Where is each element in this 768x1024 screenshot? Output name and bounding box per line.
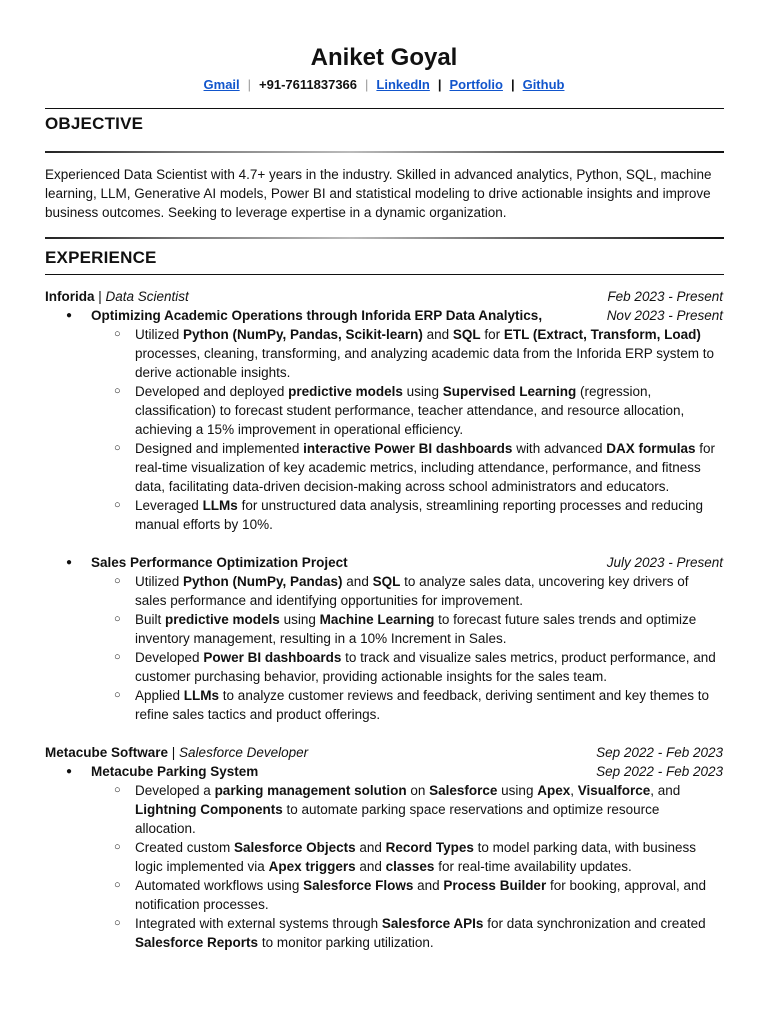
bullet-item: ○ Leveraged LLMs for unstructured data analysis, streamlining reporting processes and reducing manual efforts by 10%. bbox=[135, 496, 723, 534]
gmail-link[interactable]: Gmail bbox=[203, 77, 240, 92]
project-item bbox=[45, 306, 723, 325]
experience-section bbox=[45, 287, 723, 952]
separator: | bbox=[247, 77, 252, 92]
bullet-item: ○ Created custom Salesforce Objects and Record Types to model parking data, with business logic implemented via Apex triggers and classes for real-time availability updates. bbox=[135, 838, 723, 876]
bullet-item: ○ Developed a parking management solution on Salesforce using Apex, Visualforce, and Lightning Components to automate parking space reservations and optimize resource allocation. bbox=[135, 781, 723, 838]
separator: | bbox=[437, 77, 442, 92]
bullet-item: ○ Integrated with external systems through Salesforce APIs for data synchronization and created Salesforce Reports to monitor parking utilization. bbox=[135, 914, 723, 952]
separator: | bbox=[510, 77, 515, 92]
objective-text: Experienced Data Scientist with 4.7+ years in the industry. Skilled in advanced analytics, Python, SQL, machine learning, LLM, Generative AI models, Power BI and statistical modeling to drive actionable insights and improve business outcomes. Seeking to leverage expertise in a dynamic organization. bbox=[45, 167, 712, 220]
job-dates: Sep 2022 - Feb 2023 bbox=[596, 745, 723, 760]
separator: | bbox=[365, 77, 369, 92]
project-item bbox=[45, 553, 723, 572]
linkedin-link[interactable]: LinkedIn bbox=[376, 77, 430, 92]
project-title: ● Sales Performance Optimization Project bbox=[91, 555, 348, 570]
job-header: Inforida | Data Scientist Feb 2023 - Present bbox=[45, 289, 723, 304]
bullet-item: ○ Utilized Python (NumPy, Pandas) and SQL to analyze sales data, uncovering key drivers of sales performance and identifying opportunities for improvement. bbox=[135, 572, 723, 610]
project-item bbox=[45, 762, 723, 781]
experience-heading: EXPERIENCE bbox=[45, 248, 157, 267]
bullet-item: ○ Developed and deployed predictive models using Supervised Learning (regression, classification) to forecast student performance, teacher attendance, and resource allocation, achieving a 15% improvement in operational efficiency. bbox=[135, 382, 723, 439]
bullet-list bbox=[45, 325, 723, 534]
bullet-item: ○ Built predictive models using Machine Learning to forecast future sales trends and optimize inventory management, resulting in a 10% Increment in Sales. bbox=[135, 610, 723, 648]
project-dates: July 2023 - Present bbox=[606, 555, 723, 570]
divider bbox=[45, 151, 724, 153]
candidate-name: Aniket Goyal bbox=[310, 44, 458, 71]
project-dates: Nov 2023 - Present bbox=[606, 308, 723, 323]
portfolio-link[interactable]: Portfolio bbox=[449, 77, 503, 92]
job-header: Metacube Software | Salesforce Developer Sep 2022 - Feb 2023 bbox=[45, 745, 723, 760]
objective-heading: OBJECTIVE bbox=[45, 114, 144, 133]
company-name: Inforida bbox=[45, 289, 95, 304]
company-name: Metacube Software bbox=[45, 745, 169, 760]
bullet-item: ○ Designed and implemented interactive Power BI dashboards with advanced DAX formulas for real-time visualization of key academic metrics, including attendance, performance, and fitness data, facilitating data-driven decision-making across school administrators and educators. bbox=[135, 439, 723, 496]
github-link[interactable]: Github bbox=[522, 77, 565, 92]
project-dates: Sep 2022 - Feb 2023 bbox=[596, 764, 723, 779]
bullet-item: ○ Developed Power BI dashboards to track and visualize sales metrics, product performance, and customer purchasing behavior, providing actionable insights for the sales team. bbox=[135, 648, 723, 686]
bullet-item: ○ Utilized Python (NumPy, Pandas, Scikit-learn) and SQL for ETL (Extract, Transform, Load) processes, cleaning, transforming, and analyzing academic data from the Inforida ERP system to derive actionable insights. bbox=[135, 325, 723, 382]
job-role: Salesforce Developer bbox=[179, 745, 309, 760]
bullet-list bbox=[45, 781, 723, 952]
bullet-item: ○ Automated workflows using Salesforce Flows and Process Builder for booking, approval, and notification processes. bbox=[135, 876, 723, 914]
job-dates: Feb 2023 - Present bbox=[607, 289, 723, 304]
phone-number: +91-7611837366 bbox=[259, 77, 358, 92]
job-role: Data Scientist bbox=[105, 289, 189, 304]
contact-line bbox=[0, 77, 768, 92]
divider bbox=[45, 274, 724, 275]
project-title: ● Metacube Parking System bbox=[91, 764, 259, 779]
divider bbox=[45, 237, 724, 239]
bullet-list bbox=[45, 572, 723, 724]
project-title: ● Optimizing Academic Operations through Inforida ERP Data Analytics, bbox=[91, 308, 543, 323]
bullet-item: ○ Applied LLMs to analyze customer reviews and feedback, deriving sentiment and key themes to refine sales tactics and product offerings. bbox=[135, 686, 723, 724]
divider bbox=[45, 108, 724, 109]
